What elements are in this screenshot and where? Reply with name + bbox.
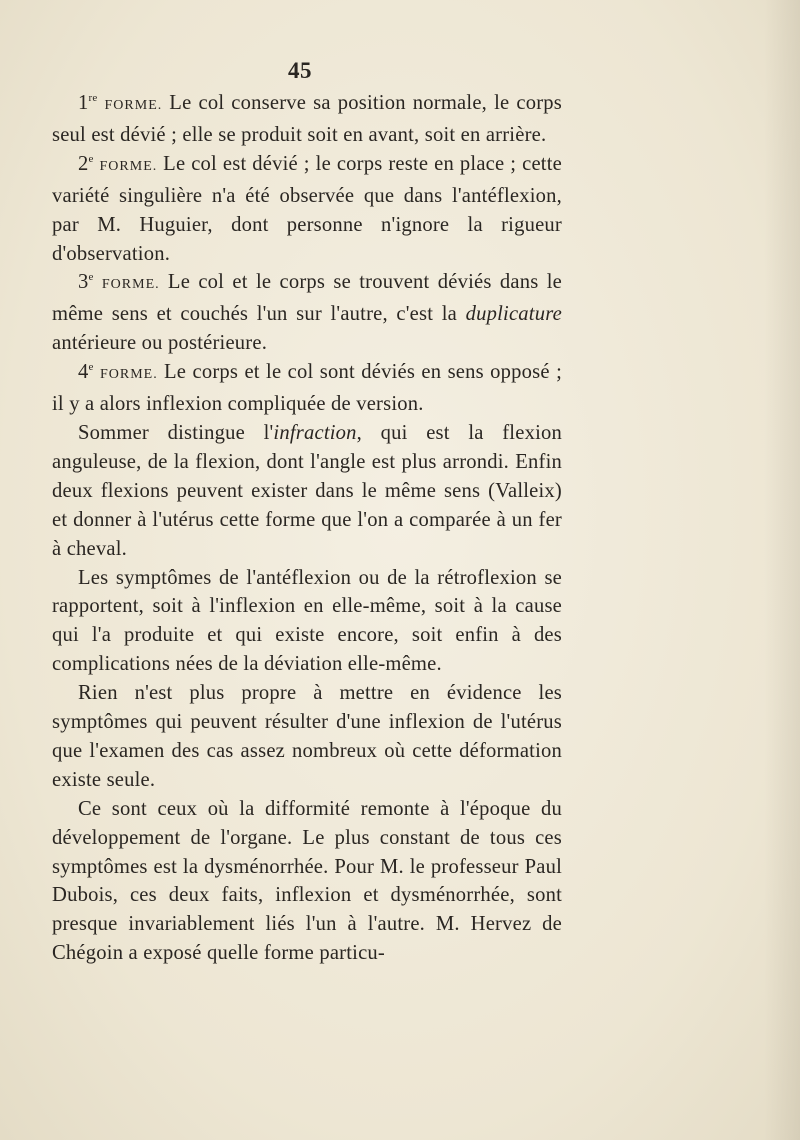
paragraph-text: Sommer distingue l' <box>78 421 274 444</box>
italic-term: infraction <box>273 421 357 444</box>
page-number: 45 <box>288 58 312 83</box>
paragraph-symptomes <box>52 564 562 680</box>
page-edge-shadow <box>764 0 800 1140</box>
paragraph-forme-3 <box>52 268 562 358</box>
paragraph-forme-4 <box>52 358 562 419</box>
paragraph-forme-2 <box>52 150 562 269</box>
paragraph-text: Le corps et le col sont déviés en sens opposé ; il y a alors inflexion compliquée de version. <box>52 361 562 416</box>
forme-number: 2e <box>78 152 94 175</box>
paragraph-text: , qui est la flexion anguleuse, de la flexion, dont l'angle est plus arrondi. Enfin deux flexions peuvent exister dans le même sens (Valleix) et donner à l'utérus cette forme que l'on a comparée à un fer à cheval. <box>52 421 562 560</box>
paragraph-text: antérieure ou postérieure. <box>52 332 268 355</box>
italic-term: duplicature <box>465 303 562 326</box>
forme-label: FORME. <box>99 367 158 383</box>
forme-label: FORME. <box>104 98 163 113</box>
forme-number: 1re <box>78 92 98 114</box>
forme-label: FORME. <box>99 158 158 174</box>
paragraph-text: Les symptômes de l'antéflexion ou de la rétroflexion se rapportent, soit à l'inflexion en elle-même, soit à la cause qui l'a produite et qui existe encore, soit enfin à des complications nées de la déviation elle-même. <box>52 566 562 676</box>
paragraph-sommer <box>52 419 562 564</box>
paragraph-forme-1 <box>52 89 562 150</box>
paragraph-text: Ce sont ceux où la difformité remonte à l'époque du développement de l'organe. Le plus constant de tous ces symptômes est la dysménorrhée. Pour M. le professeur Paul Dubois, ces deux faits, inflexion et dysménorrhée, sont presque invariablement liés l'un à l'autre. M. Hervez de Chégoin a exposé quelle forme particu- <box>52 797 562 965</box>
paragraph-evidence <box>52 679 562 795</box>
forme-number: 3e <box>78 271 94 294</box>
paragraph-text: Le col et le corps se trouvent déviés dans le même sens et couchés l'un sur l'autre, c'est la <box>52 271 562 326</box>
paragraph-text: Rien n'est plus propre à mettre en évidence les symptômes qui peuvent résulter d'une inflexion de l'utérus que l'examen des cas assez nombreux où cette déformation existe seule. <box>52 682 562 791</box>
body-text <box>52 89 562 968</box>
paragraph-text: Le col est dévié ; le corps reste en place ; cette variété singulière n'a été observée que dans l'antéflexion, par M. Huguier, dont personne n'ignore la rigueur d'observation. <box>52 152 562 265</box>
paragraph-text: Le col conserve sa position normale, le corps seul est dévié ; elle se produit soit en avant, soit en arrière. <box>52 92 562 146</box>
forme-label: FORME. <box>101 277 160 293</box>
forme-number: 4e <box>78 361 94 384</box>
paragraph-difformite <box>52 795 562 968</box>
